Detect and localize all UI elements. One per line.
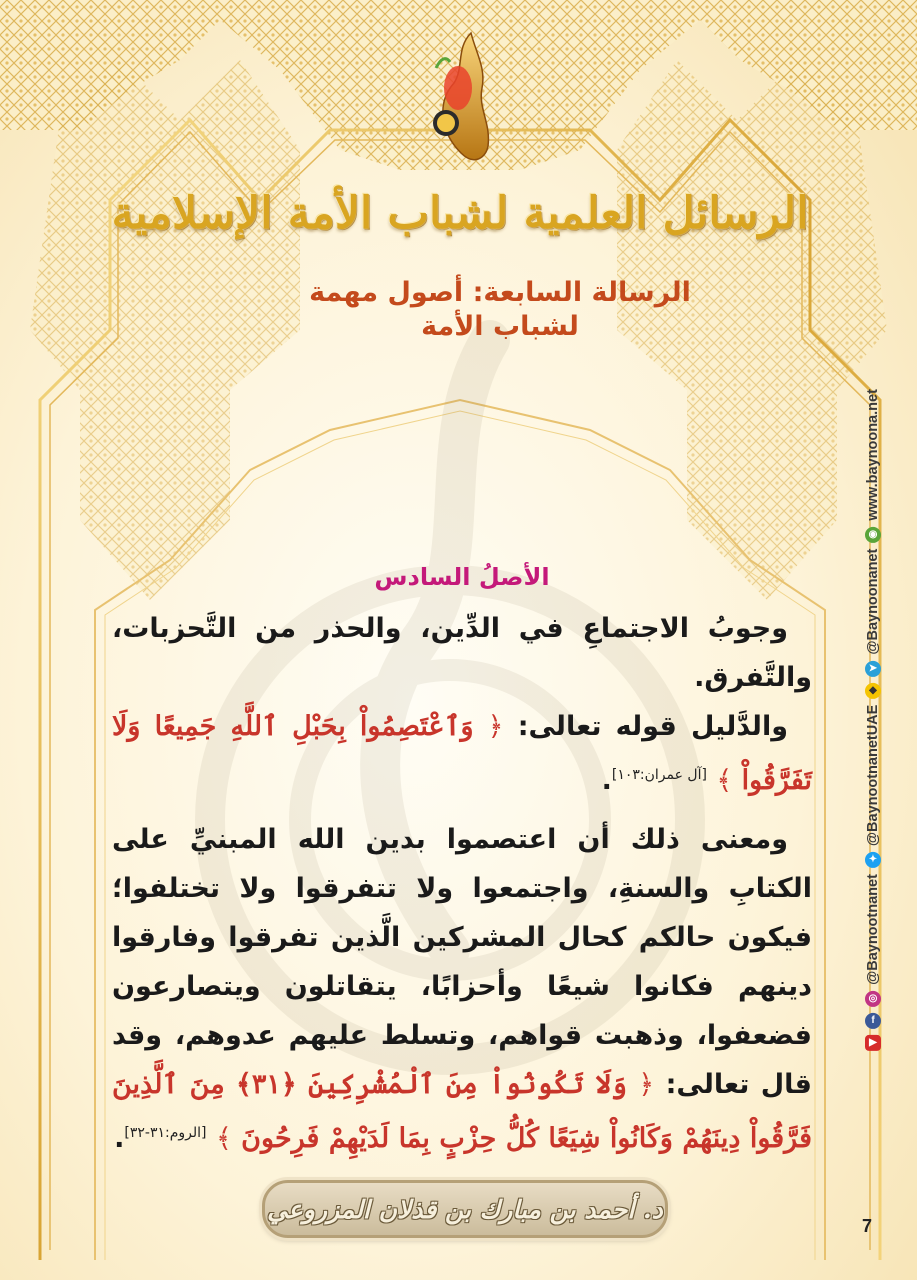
evidence-end: . [601,765,612,796]
evidence-paragraph [112,702,812,805]
series-title: الرسائل العلمية لشباب الأمة الإسلامية [111,187,809,239]
quran-bracket-open: ﴿ [487,711,504,742]
quran-bracket-close: ﴾ [716,765,733,796]
main-content [112,560,812,1163]
telegram-icon[interactable]: ➤ [865,661,881,677]
evidence-lead: والدَّليل قوله تعالى: [503,711,788,742]
author-banner [262,1180,668,1238]
explanation-paragraph [112,815,812,1163]
social-strip-inner [865,389,881,1051]
social-handle-1[interactable]: @Baynootnanet [865,874,881,985]
social-handle-2[interactable]: @BaynootnanetUAE [865,704,881,847]
section-heading: الأصلُ السادس [374,563,550,591]
facebook-icon[interactable]: f [865,1013,881,1029]
explanation-end: . [114,1123,125,1154]
subtitle-line-1: الرسالة السابعة: أصول مهمة [309,277,691,308]
instagram-icon[interactable]: ◎ [865,991,881,1007]
youtube-icon[interactable]: ▶ [865,1035,881,1051]
website-icon[interactable]: ◉ [865,527,881,543]
principle-statement: وجوبُ الاجتماعِ في الدِّين، والحذر من التَّحزبات، والتَّفرق. [112,613,812,693]
quran-bracket-close-2: ﴾ [215,1123,232,1154]
website-url[interactable]: www.baynoona.net [865,389,881,521]
explanation-text: ومعنى ذلك أن اعتصموا بدين الله المبنيِّ على الكتابِ والسنةِ، واجتمعوا ولا تتفرقوا ولا تختلفوا؛ فيكون حالكم كحال المشركين الَّذين تفرقوا وفارقوا دينهم فكانوا شيعًا وأحزابًا، يتقاتلون ويتصارعون فضعفوا، وذهبت قواهم، وتسلط عليهم عدوهم، وقد قال تعالى: [112,824,812,1100]
verse-reference-2: [الروم:٣١-٣٢] [124,1125,207,1141]
letter-subtitle [300,276,700,344]
social-handle-3[interactable]: @Baynoonanet [865,548,881,655]
subtitle-line-2: لشباب الأمة [421,311,579,342]
quran-verse: وَٱعْتَصِمُواْ بِحَبْلِ ٱللَّهِ جَمِيعًا وَلَا تَفَرَّقُواْ [112,711,812,796]
quran-bracket-open-2: ﴿ [638,1069,655,1100]
quran-verse-2: وَلَا تَكُونُواْ مِنَ ٱلْمُشْرِكِينَ ﴿٣١﴾ مِنَ ٱلَّذِينَ فَرَّقُواْ دِينَهُمْ وَكَانُواْ شِيَعًا كُلُّ حِزْبٍ بِمَا لَدَيْهِمْ فَرِحُونَ [112,1069,812,1154]
logo-emblem [416,28,506,173]
author-name: د. أحمد بن مبارك بن قذلان المزروعي [267,1194,663,1224]
social-strip [858,390,888,1050]
twitter-icon[interactable]: ✦ [865,852,881,868]
page-number: 7 [861,1216,872,1236]
verse-reference: [آل عمران:١٠٣] [611,767,707,783]
snapchat-icon[interactable]: ◆ [865,683,881,699]
